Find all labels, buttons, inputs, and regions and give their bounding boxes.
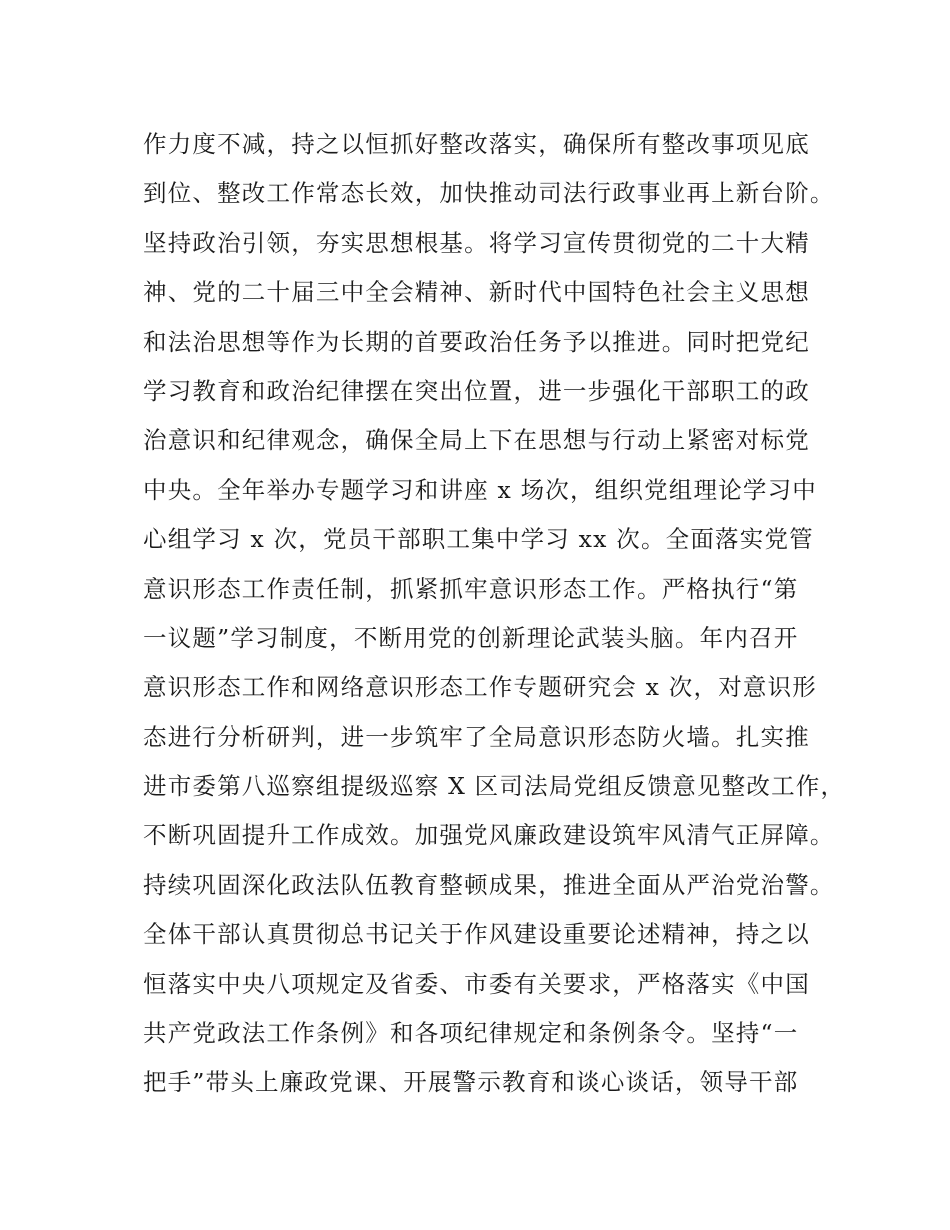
text-line: 态进行分析研判，进一步筑牢了全局意识形态防火墙。扎实推 bbox=[143, 722, 810, 751]
text-line: 把手”带头上廉政党课、开展警示教育和谈心谈话，领导干部 bbox=[143, 1068, 799, 1097]
text-line: 和法治思想等作为长期的首要政治任务予以推进。同时把党纪 bbox=[143, 327, 810, 356]
text-line: 治意识和纪律观念，确保全局上下在思想与行动上紧密对标党 bbox=[143, 426, 810, 455]
text-line: 意识形态工作责任制，抓紧抓牢意识形态工作。严格执行“第 bbox=[143, 574, 799, 603]
text-line: 持续巩固深化政法队伍教育整顿成果，推进全面从严治党治警。 bbox=[143, 870, 835, 899]
text-line: 作力度不减，持之以恒抓好整改落实，确保所有整改事项见底 bbox=[143, 130, 810, 158]
text-line: 进市委第八巡察组提级巡察 X 区司法局党组反馈意见整改工作， bbox=[143, 772, 846, 801]
text-line: 恒落实中央八项规定及省委、市委有关要求，严格落实《中国 bbox=[143, 969, 810, 998]
body-text bbox=[143, 120, 846, 1108]
text-line: 神、党的二十届三中全会精神、新时代中国特色社会主义思想 bbox=[143, 278, 810, 307]
text-line: 到位、整改工作常态长效，加快推动司法行政事业再上新台阶。 bbox=[143, 179, 835, 208]
text-line: 心组学习 x 次，党员干部职工集中学习 xx 次。全面落实党管 bbox=[143, 525, 814, 554]
text-line: 不断巩固提升工作成效。加强党风廉政建设筑牢风清气正屏障。 bbox=[143, 821, 835, 850]
text-line: 一议题”学习制度，不断用党的创新理论武装头脑。年内召开 bbox=[143, 623, 799, 652]
text-line: 学习教育和政治纪律摆在突出位置，进一步强化干部职工的政 bbox=[143, 376, 810, 405]
text-line: 中央。全年举办专题学习和讲座 x 场次，组织党组理论学习中 bbox=[143, 475, 817, 504]
text-line: 坚持政治引领，夯实思想根基。将学习宣传贯彻党的二十大精 bbox=[143, 228, 810, 257]
text-line: 全体干部认真贯彻总书记关于作风建设重要论述精神，持之以 bbox=[143, 920, 810, 949]
text-line: 意识形态工作和网络意识形态工作专题研究会 x 次，对意识形 bbox=[143, 673, 817, 702]
text-line: 共产党政法工作条例》和各项纪律规定和条例条令。坚持“一 bbox=[143, 1019, 799, 1048]
